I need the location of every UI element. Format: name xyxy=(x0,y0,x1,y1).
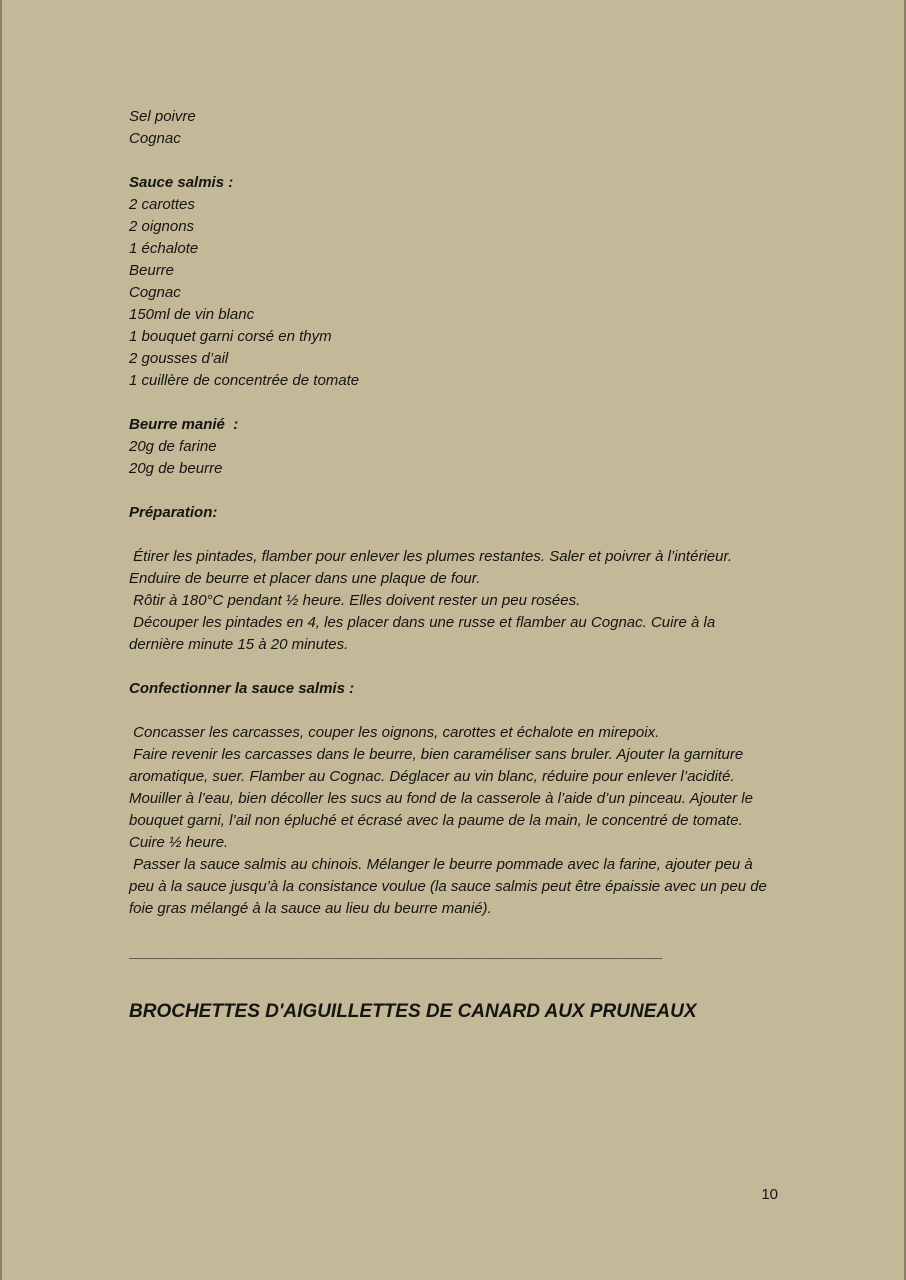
confection-step: Passer la sauce salmis au chinois. Mélanger le beurre pommade avec la farine, ajouter peu à peu à la sauce jusqu’à la consistance voulue (la sauce salmis peut être épaissie avec un peu de foie gras mélangé à la sauce au lieu du beurre manié). xyxy=(129,856,772,917)
section-divider: ________________________________________________________________ xyxy=(129,944,663,961)
confection-heading: Confectionner la sauce salmis : xyxy=(129,680,355,697)
page-number: 10 xyxy=(761,1186,778,1203)
ingredient-line: 1 échalote xyxy=(129,240,199,257)
ingredient-line: Beurre xyxy=(129,262,175,279)
preparation-heading: Préparation: xyxy=(129,504,218,521)
sauce-salmis-heading: Sauce salmis : xyxy=(129,174,234,191)
ingredient-line: Sel poivre xyxy=(129,108,196,125)
blank-line xyxy=(129,392,773,414)
next-recipe-title: BROCHETTES D'AIGUILLETTES DE CANARD AUX PRUNEAUX xyxy=(129,1001,697,1022)
ingredient-line: 1 bouquet garni corsé en thym xyxy=(129,328,332,345)
blank-line xyxy=(129,480,773,502)
blank-line xyxy=(129,700,773,722)
blank-line xyxy=(129,920,773,942)
preparation-step: Rôtir à 180°C pendant ½ heure. Elles doivent rester un peu rosées. xyxy=(129,592,581,609)
preparation-step: Étirer les pintades, flamber pour enlever les plumes restantes. Saler et poivrer à l’intérieur. Enduire de beurre et placer dans une plaque de four. xyxy=(129,548,737,587)
blank-line xyxy=(129,656,773,678)
recipe-content xyxy=(129,106,773,1024)
blank-line xyxy=(129,150,773,172)
ingredient-line: Cognac xyxy=(129,130,181,147)
ingredient-line: 20g de beurre xyxy=(129,460,223,477)
confection-step: Concasser les carcasses, couper les oignons, carottes et échalote en mirepoix. xyxy=(129,724,660,741)
ingredient-line: 150ml de vin blanc xyxy=(129,306,255,323)
confection-step: Faire revenir les carcasses dans le beurre, bien caraméliser sans bruler. Ajouter la garniture aromatique, suer. Flamber au Cognac. Déglacer au vin blanc, réduire pour enlever l’acidité. Mouiller à l’eau, bien décoller les sucs au fond de la casserole à l’aide d’un pinceau. Ajouter le bouquet garni, l’ail non épluché et écrasé avec la paume de la main, le concentré de tomate. Cuire ½ heure. xyxy=(129,746,758,851)
blank-line xyxy=(129,524,773,546)
preparation-step: Découper les pintades en 4, les placer dans une russe et flamber au Cognac. Cuire à la dernière minute 15 à 20 minutes. xyxy=(129,614,720,653)
ingredient-line: 20g de farine xyxy=(129,438,217,455)
ingredient-line: 2 gousses d’ail xyxy=(129,350,229,367)
ingredient-line: Cognac xyxy=(129,284,181,301)
ingredient-line: 2 carottes xyxy=(129,196,195,213)
beurre-manie-heading: Beurre manié : xyxy=(129,416,239,433)
ingredient-line: 1 cuillère de concentrée de tomate xyxy=(129,372,360,389)
ingredient-line: 2 oignons xyxy=(129,218,195,235)
